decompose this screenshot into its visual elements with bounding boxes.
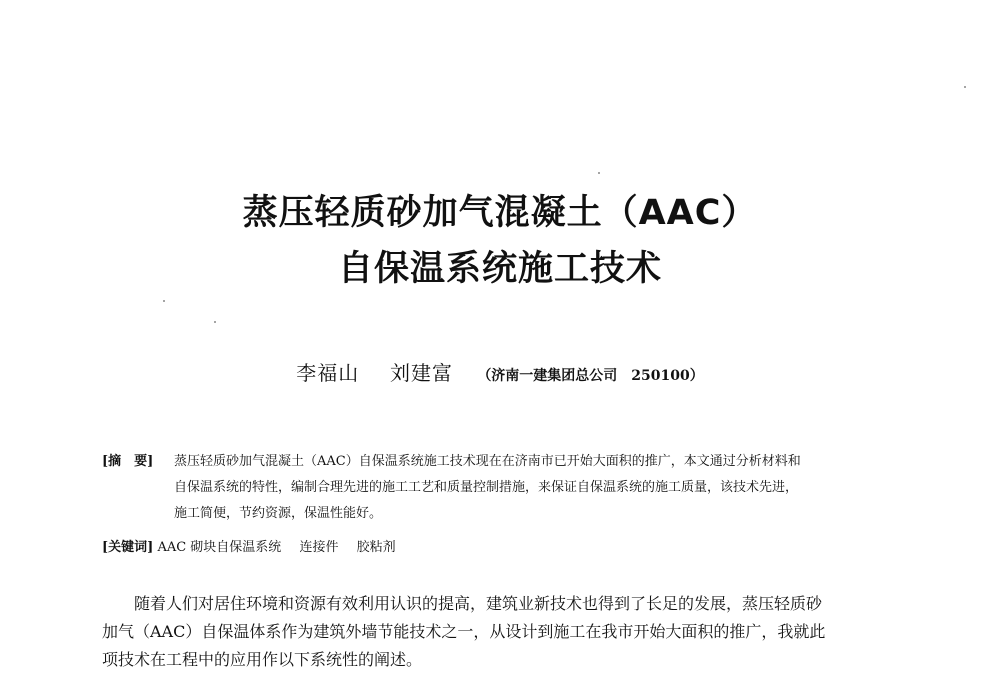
abstract-text-line: 自保温系统的特性，编制合理先进的施工工艺和质量控制措施，来保证自保温系统的施工质量，该技术先进， — [174, 480, 799, 495]
keywords-label: [关键词] — [102, 540, 154, 555]
body-text-line: 随着人们对居住环境和资源有效利用认识的提高，建筑业新技术也得到了长足的发展，蒸压轻质砂 — [134, 594, 823, 613]
abstract-text-line: 施工简便，节约资源，保温性能好。 — [174, 506, 383, 521]
paper-title-line-1: 蒸压轻质砂加气混凝土（AAC） — [242, 193, 758, 233]
abstract — [102, 449, 912, 527]
abstract-text-line: 蒸压轻质砂加气混凝土（AAC）自保温系统施工技术现在在济南市已开始大面积的推广，本文通过分析材料和 — [174, 454, 801, 469]
author-affiliation: （济南一建集团总公司 250100） — [477, 368, 704, 384]
paper-title-line-2: 自保温系统施工技术 — [337, 249, 662, 289]
keyword: AAC 砌块自保温系统 — [157, 540, 282, 555]
author-name: 刘建富 — [389, 361, 453, 385]
keyword: 胶粘剂 — [356, 540, 396, 555]
keywords — [102, 536, 410, 555]
scan-speck — [598, 172, 600, 174]
body-text-line: 加气（AAC）自保温体系作为建筑外墙节能技术之一，从设计到施工在我市开始大面积的推广，我就此 — [102, 622, 826, 641]
scan-speck — [163, 300, 165, 302]
author-name: 李福山 — [296, 361, 360, 385]
scan-speck — [214, 321, 216, 323]
scan-speck — [964, 86, 966, 88]
author-line — [0, 357, 1000, 386]
keyword: 连接件 — [299, 540, 339, 555]
body-paragraph — [102, 590, 912, 674]
abstract-label: [摘 要] — [102, 454, 154, 469]
body-text-line: 项技术在工程中的应用作以下系统性的阐述。 — [102, 650, 423, 669]
